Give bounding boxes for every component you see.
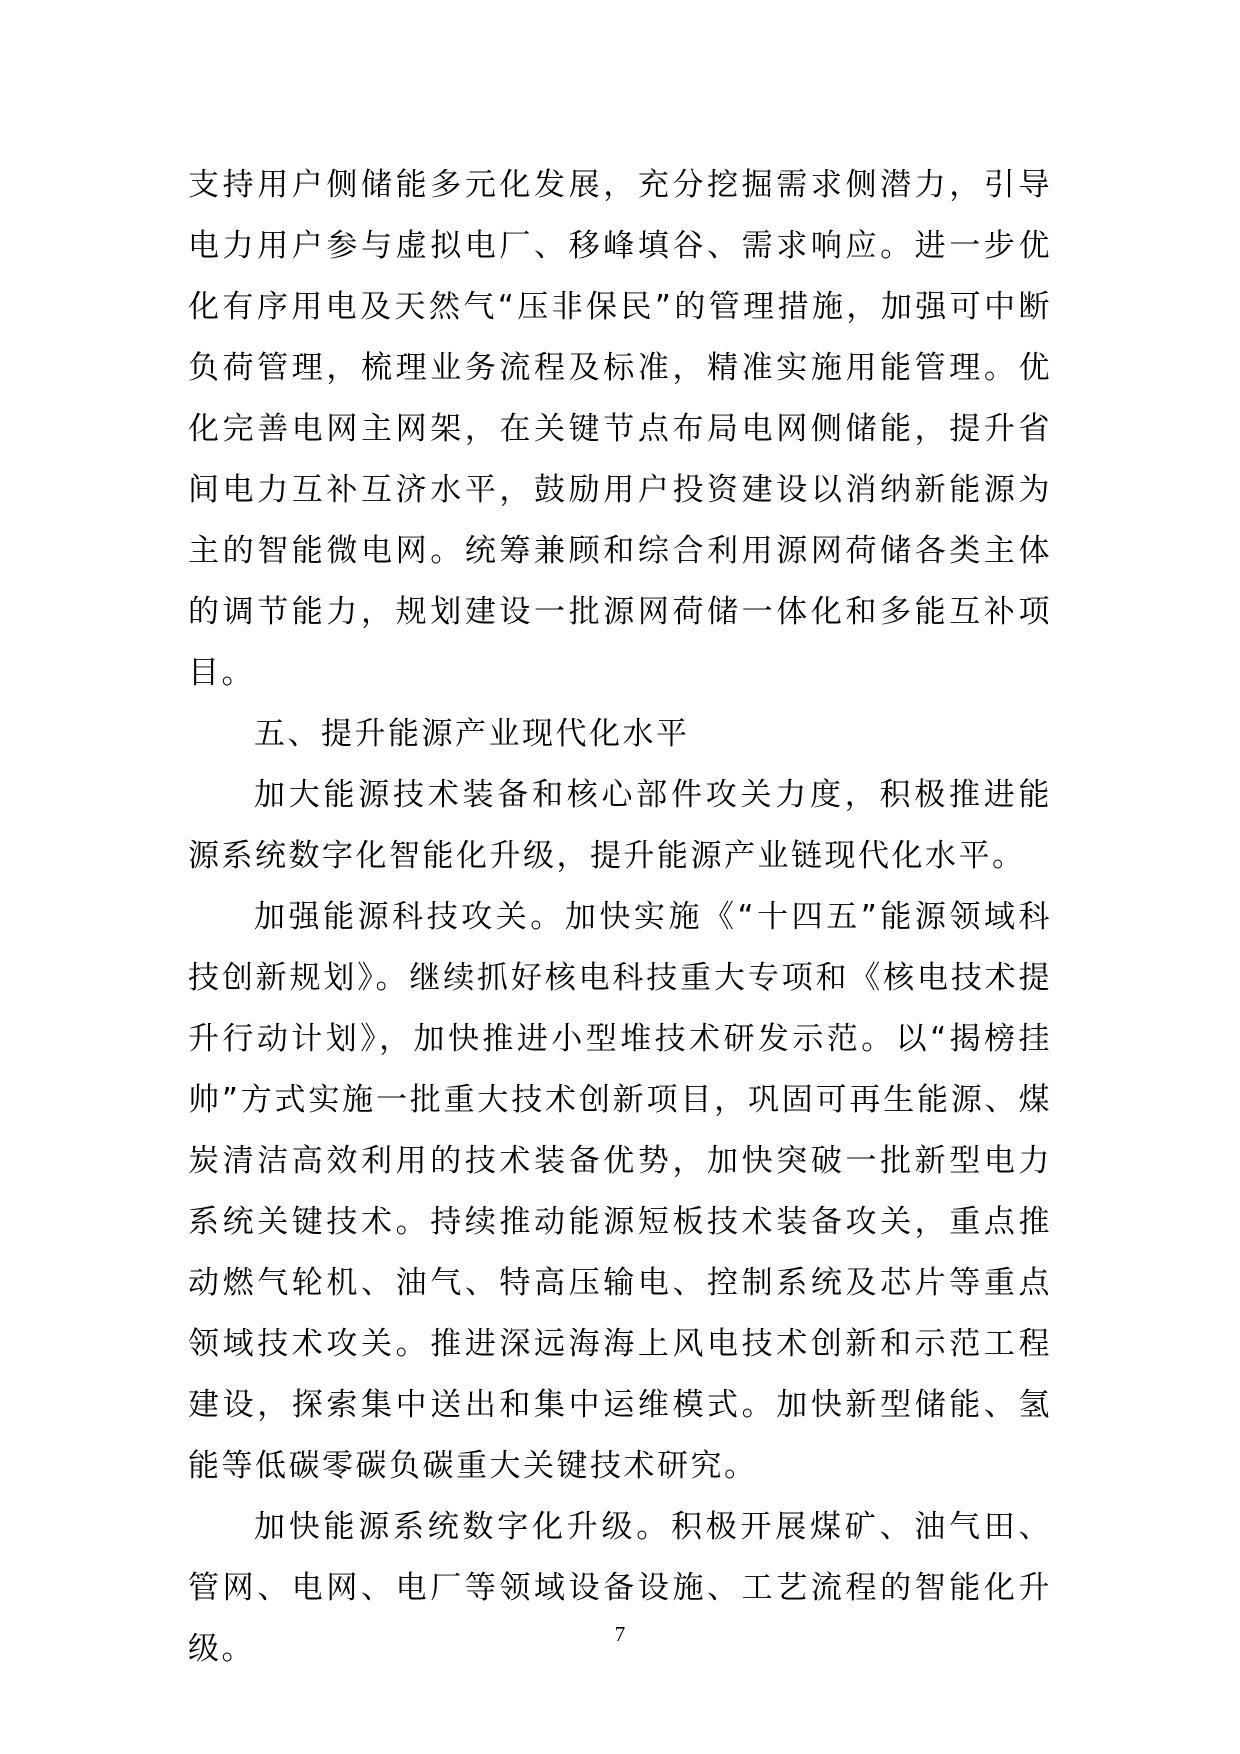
paragraph-energy-tech-research: 加强能源科技攻关。加快实施《“十四五”能源领域科技创新规划》。继续抓好核电科技重大专项和《核电技术提升行动计划》，加快推进小型堆技术研发示范。以“揭榜挂帅”方式实施一批重大技术创新项目，巩固可再生能源、煤炭清洁高效利用的技术装备优势，加快突破一批新型电力系统关键技术。持续推动能源短板技术装备攻关，重点推动燃气轮机、油气、特高压输电、控制系统及芯片等重点领域技术攻关。推进深远海海上风电技术创新和示范工程建设，探索集中送出和集中运维模式。加快新型储能、氢能等低碳零碳负碳重大关键技术研究。 [188,899,1052,1484]
section-heading-five: 五、提升能源产业现代化水平 [254,716,690,752]
page-number: 7 [614,1622,626,1646]
paragraph-user-side-storage: 支持用户侧储能多元化发展，充分挖掘需求侧潜力，引导电力用户参与虚拟电厂、移峰填谷、需求响应。进一步优化有序用电及天然气“压非保民”的管理措施，加强可中断负荷管理，梳理业务流程及标准，精准实施用能管理。优化完善电网主网架，在关键节点布局电网侧储能，提升省间电力互补互济水平，鼓励用户投资建设以消纳新能源为主的智能微电网。统筹兼顾和综合利用源网荷储各类主体的调节能力，规划建设一批源网荷储一体化和多能互补项目。 [188,167,1052,691]
paragraph-section-intro: 加大能源技术装备和核心部件攻关力度，积极推进能源系统数字化智能化升级，提升能源产业链现代化水平。 [188,777,1052,874]
paragraph-digital-upgrade: 加快能源系统数字化升级。积极开展煤矿、油气田、管网、电网、电厂等领域设备设施、工艺流程的智能化升级。 [188,1509,1052,1667]
document-body [188,155,1052,1680]
